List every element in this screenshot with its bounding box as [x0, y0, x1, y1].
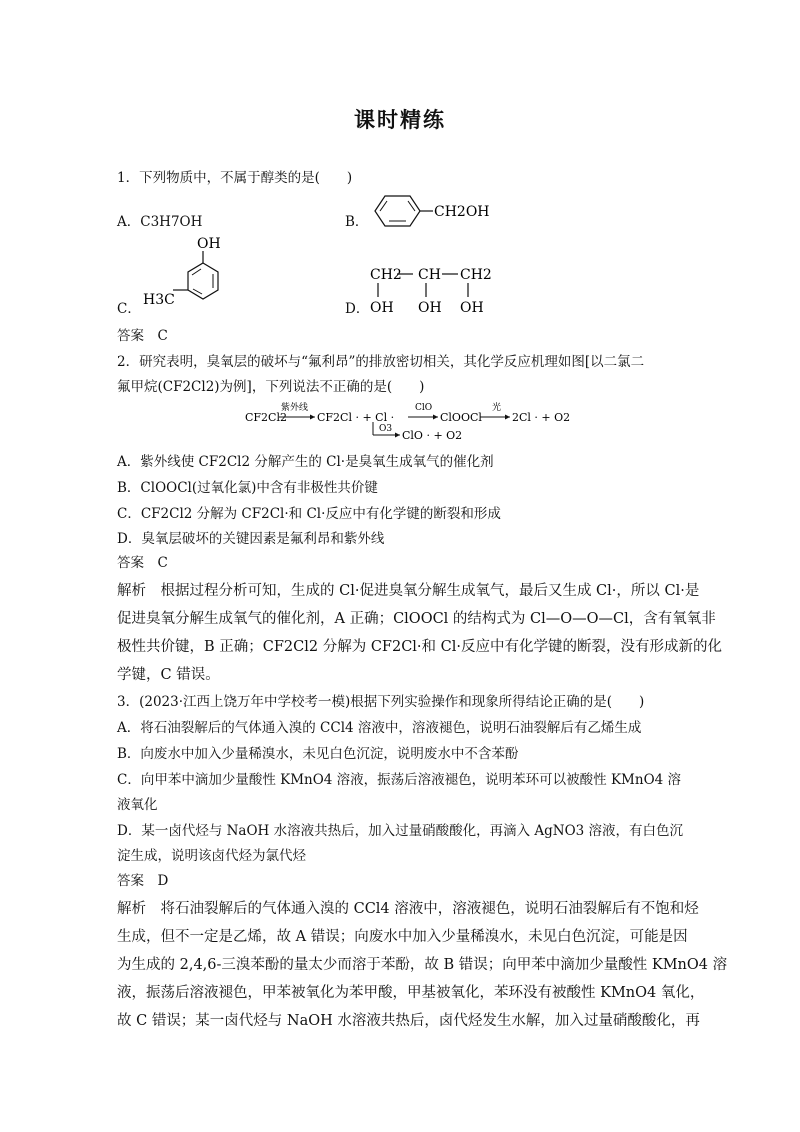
- m-cresol-structure: [135, 232, 235, 317]
- mech-reactant: CF2Cl2: [245, 411, 287, 424]
- q2-option-d: D．臭氧层破坏的关键因素是氟利昂和紫外线: [117, 531, 385, 547]
- mech-products2: 2Cl · + O2: [512, 411, 571, 424]
- q2-analysis-line3: 极性共价键，B 正确；CF2Cl2 分解为 CF2Cl·和 Cl·反应中有化学键的断裂，没有形成新的化: [117, 639, 722, 655]
- q2-analysis-line4: 学键，C 错误。: [117, 667, 220, 683]
- reaction-mechanism-diagram: [245, 401, 575, 445]
- q2-answer: 答案 C: [117, 555, 168, 571]
- q3-option-d-line2: 淀生成，说明该卤代烃为氯代烃: [117, 848, 306, 864]
- mech-uv-label: 紫外线: [281, 403, 309, 413]
- q3-stem: 3．(2023·江西上饶万年中学校考一模)根据下列实验操作和现象所得结论正确的是( ): [117, 694, 645, 710]
- q1-stem: 1．下列物质中，不属于醇类的是( ): [117, 170, 353, 186]
- q1-d-oh-3: OH: [460, 300, 484, 316]
- q1-option-d-label: D．: [345, 301, 370, 317]
- mech-products1: CF2Cl · + Cl ·: [317, 411, 395, 424]
- page-title: 课时精练: [354, 108, 446, 132]
- q3-analysis-line1: 解析 将石油裂解后的气体通入溴的 CCl4 溶液中，溶液褪色，说明石油裂解后有不饱和烃: [117, 901, 699, 917]
- q2-option-b: B．ClOOCl(过氧化氯)中含有非极性共价键: [117, 480, 378, 496]
- q1-option-c-label: C．: [117, 301, 141, 317]
- q2-stem-line1: 2．研究表明，臭氧层的破坏与“氟利昂”的排放密切相关，其化学反应机理如图[以二氯二: [117, 354, 645, 370]
- q1-d-ch2-left: CH2: [370, 267, 402, 283]
- q1-answer: 答案 C: [117, 328, 168, 344]
- q2-option-a: A．紫外线使 CF2Cl2 分解产生的 Cl·是臭氧生成氧气的催化剂: [117, 454, 494, 470]
- q1-d-oh-2: OH: [418, 300, 442, 316]
- q1-b-group: CH2OH: [434, 204, 490, 220]
- q3-analysis-line4: 液，振荡后溶液褪色，甲苯被氧化为苯甲酸，甲基被氧化，苯环没有被酸性 KMnO4 氧化，: [117, 985, 705, 1001]
- q1-option-a: A．C3H7OH: [117, 214, 203, 230]
- q1-d-ch2-right: CH2: [460, 267, 492, 283]
- q3-option-d-line1: D．某一卤代烃与 NaOH 水溶液共热后，加入过量硝酸酸化，再滴入 AgNO3 溶液，有白色沉: [117, 823, 684, 839]
- mech-products3: ClO · + O2: [402, 429, 463, 442]
- q1-d-oh-1: OH: [370, 300, 394, 316]
- q2-option-c: C．CF2Cl2 分解为 CF2Cl·和 Cl·反应中有化学键的断裂和形成: [117, 506, 501, 522]
- mech-cloocl: ClOOCl: [440, 411, 482, 424]
- mech-o3-label: O3: [379, 424, 393, 434]
- q3-option-c-line2: 液氧化: [117, 797, 158, 813]
- q3-option-a: A．将石油裂解后的气体通入溴的 CCl4 溶液中，溶液褪色，说明石油裂解后有乙烯生成: [117, 720, 642, 736]
- q2-analysis-line2: 促进臭氧分解生成氧气的催化剂，A 正确；ClOOCl 的结构式为 Cl—O—O—Cl，含有氧氧非: [117, 611, 716, 627]
- q3-answer: 答案 D: [117, 873, 169, 889]
- mech-light-label: 光: [492, 403, 502, 413]
- q1-option-b-label: B．: [345, 214, 369, 230]
- glycerol-structure: [365, 262, 505, 318]
- q3-option-b: B．向废水中加入少量稀溴水，未见白色沉淀，说明废水中不含苯酚: [117, 746, 519, 762]
- q2-stem-line2: 氟甲烷(CF2Cl2)为例]，下列说法不正确的是( ): [117, 379, 425, 395]
- q1-c-oh: OH: [197, 236, 221, 252]
- q3-analysis-line5: 故 C 错误；某一卤代烃与 NaOH 水溶液共热后，卤代烃发生水解，加入过量硝酸酸化，再: [117, 1013, 700, 1029]
- q1-c-ch3: H3C: [143, 292, 175, 308]
- q3-analysis-line3: 为生成的 2,4,6-三溴苯酚的量太少而溶于苯酚，故 B 错误；向甲苯中滴加少量酸性 KMnO4 溶: [117, 957, 728, 973]
- benzyl-alcohol-structure: [365, 192, 505, 232]
- q3-analysis-line2: 生成，但不一定是乙烯，故 A 错误；向废水中加入少量稀溴水，未见白色沉淀，可能是因: [117, 929, 688, 945]
- q3-option-c-line1: C．向甲苯中滴加少量酸性 KMnO4 溶液，振荡后溶液褪色，说明苯环可以被酸性 KMnO4 溶: [117, 772, 682, 788]
- q2-analysis-line1: 解析 根据过程分析可知，生成的 Cl·促进臭氧分解生成氧气，最后又生成 Cl·，所以 Cl·是: [117, 583, 700, 599]
- mech-clo-label: ClO: [415, 403, 433, 413]
- q1-d-ch: CH: [418, 267, 441, 283]
